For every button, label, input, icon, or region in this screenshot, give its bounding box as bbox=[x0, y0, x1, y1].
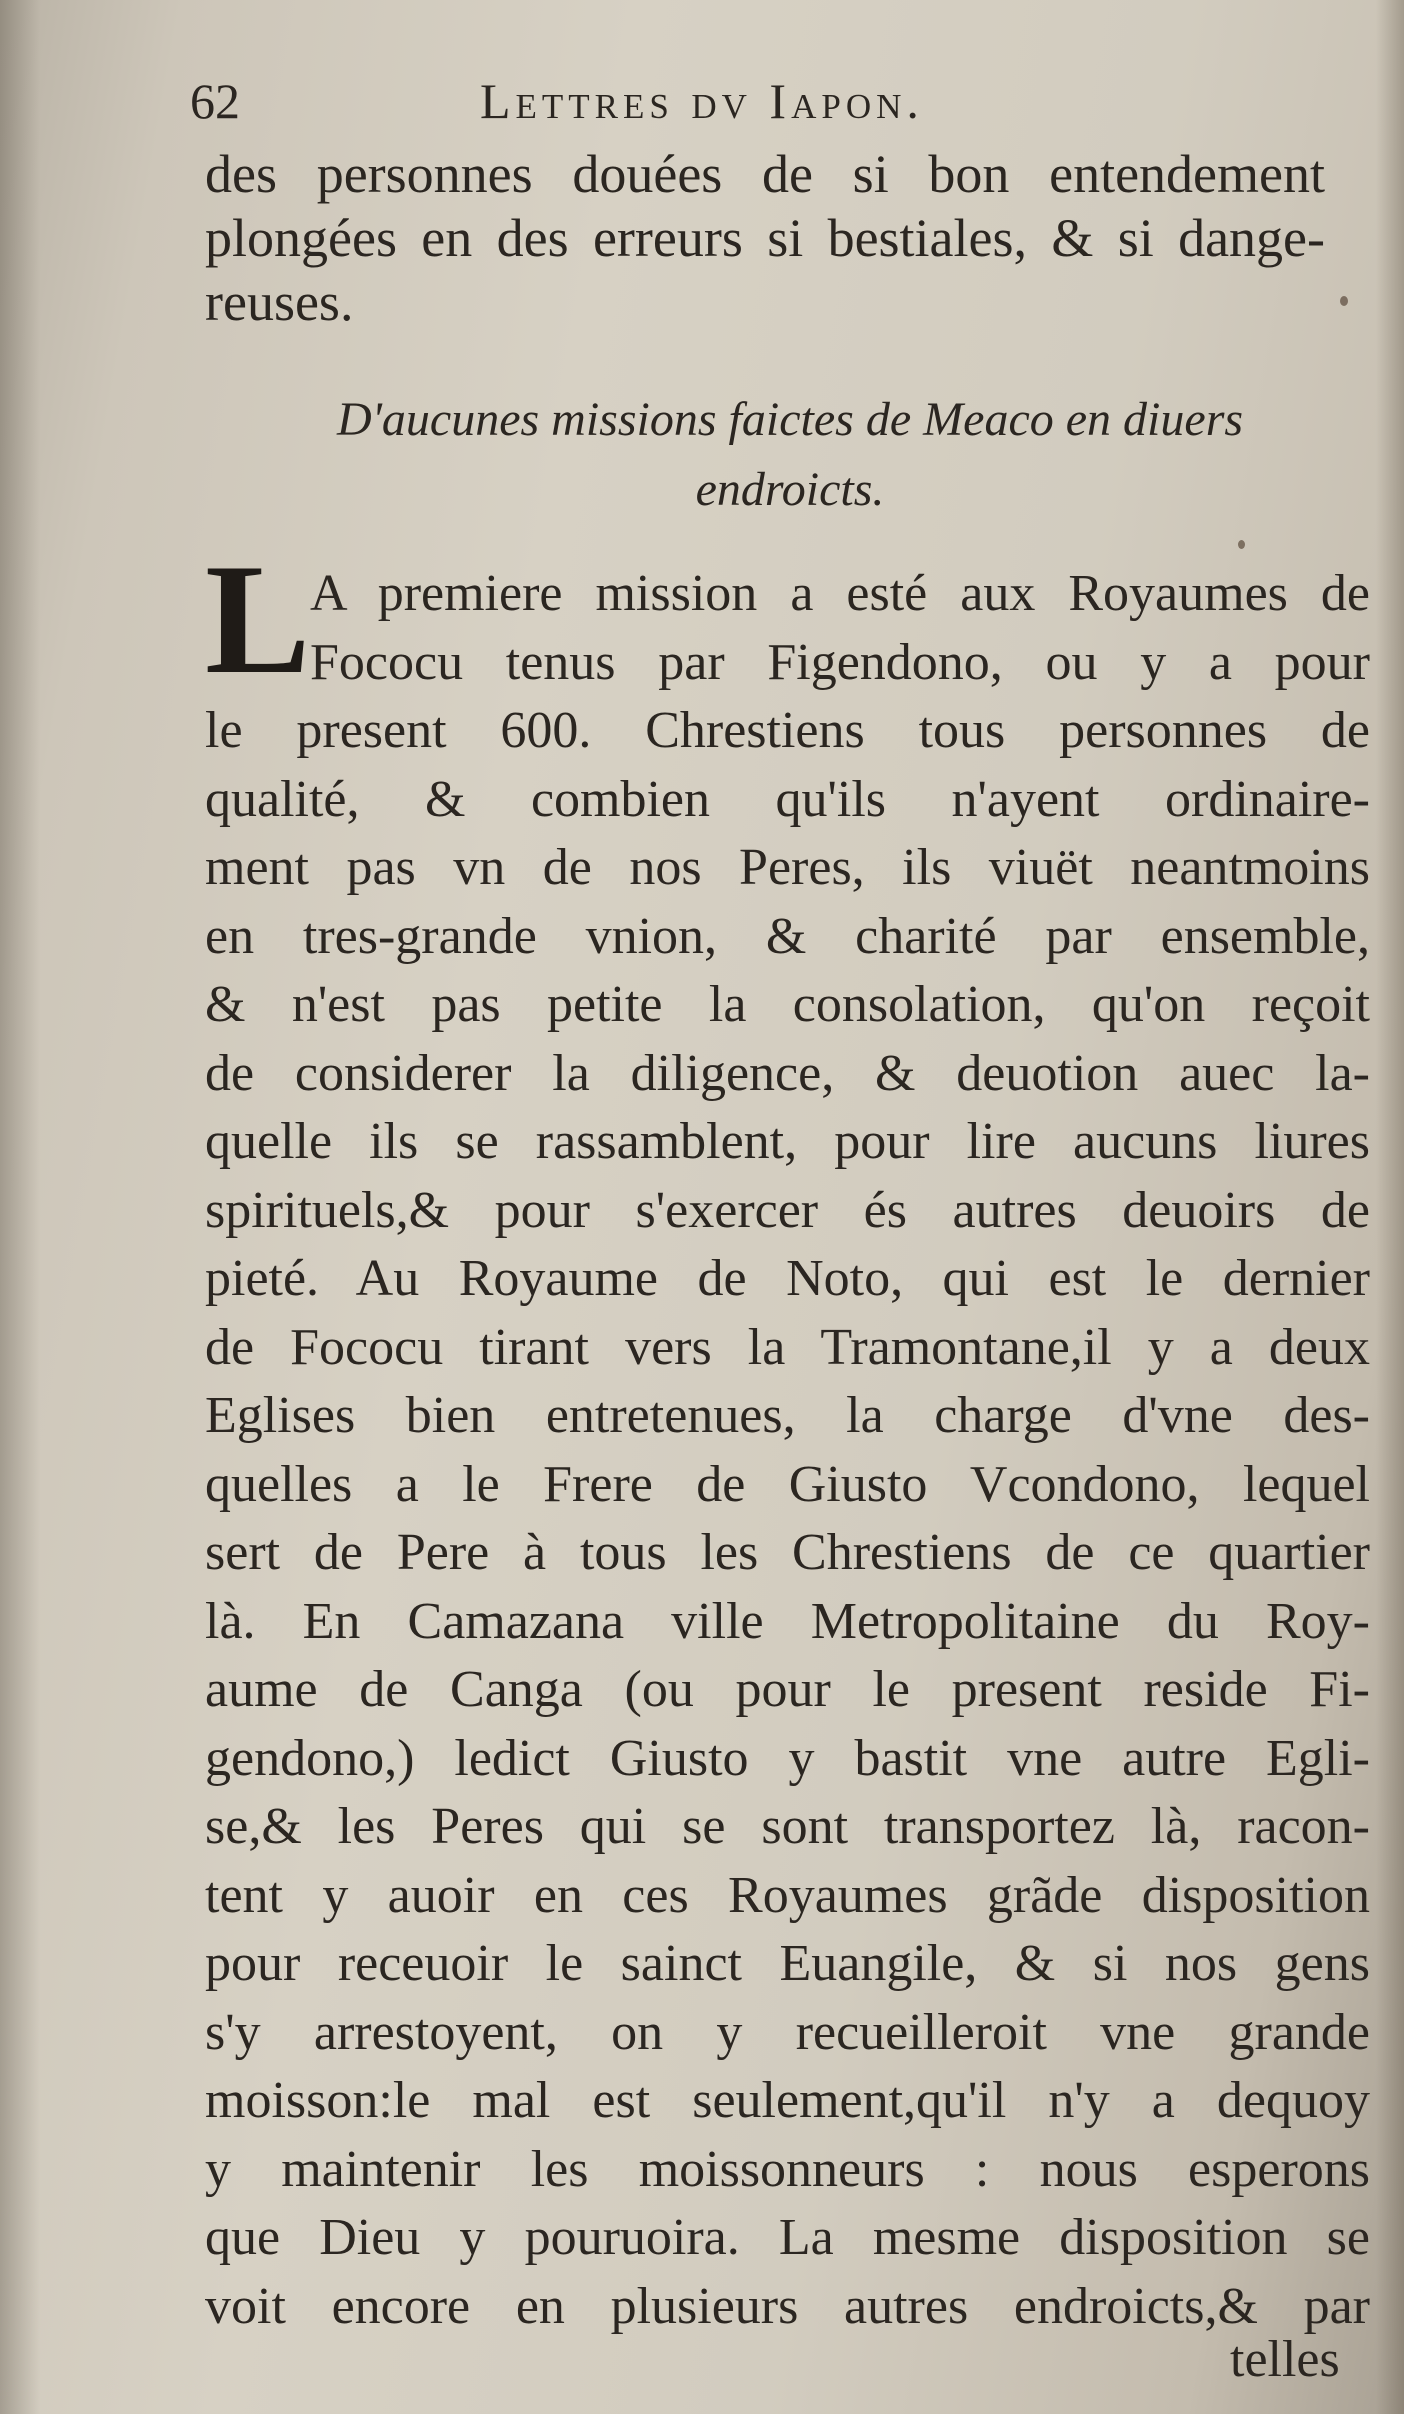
text-line: y maintenir les moissonneurs : nous esperons bbox=[205, 2140, 1370, 2198]
catchword: telles bbox=[1230, 2331, 1340, 2388]
text-line: moisson:le mal est seulement,qu'il n'y a dequoy bbox=[205, 2072, 1370, 2129]
text-line: aume de Canga (ou pour le present reside Fi- bbox=[205, 1661, 1370, 1718]
heading-line: D'aucunes missions faictes de Meaco en diuers bbox=[336, 393, 1244, 446]
text-line: tent y auoir en ces Royaumes grãde disposition bbox=[205, 1866, 1370, 1924]
text-line: gendono,) ledict Giusto y bastit vne autre Egli- bbox=[205, 1729, 1370, 1787]
text-line: des personnes douées de si bon entendement bbox=[205, 144, 1325, 204]
running-title: Lettres dv Iapon. bbox=[480, 73, 924, 129]
ink-spot bbox=[1340, 296, 1348, 306]
text-line: s'y arrestoyent, on y recueilleroit vne grande bbox=[205, 2003, 1370, 2061]
text-line: sert de Pere à tous les Chrestiens de ce quartier bbox=[205, 1524, 1370, 1581]
continued-paragraph bbox=[205, 142, 1325, 334]
text-line: que Dieu y pouruoira. La mesme disposition se bbox=[205, 2209, 1370, 2266]
drop-cap-initial: L bbox=[205, 532, 311, 707]
text-line: pour receuoir le sainct Euangile, & si nos gens bbox=[205, 1935, 1370, 1992]
page-edge-shadow bbox=[1376, 0, 1404, 2414]
text-line: se,& les Peres qui se sont transportez là, racon- bbox=[205, 1798, 1370, 1855]
page-number: 62 bbox=[190, 73, 240, 129]
text-line: de Fococu tirant vers la Tramontane,il y a deux bbox=[205, 1318, 1370, 1376]
gutter-shadow bbox=[0, 0, 40, 2414]
text-line: là. En Camazana ville Metropolitaine du Roy- bbox=[205, 1592, 1370, 1650]
text-line: ment pas vn de nos Peres, ils viuët neantmoins bbox=[205, 839, 1370, 896]
text-line: reuses. bbox=[205, 272, 354, 332]
text-line: Fococu tenus par Figendono, ou y a pour bbox=[310, 633, 1370, 691]
text-line: qualité, & combien qu'ils n'ayent ordinaire- bbox=[205, 770, 1370, 828]
text-line: quelle ils se rassamblent, pour lire aucuns liures bbox=[205, 1113, 1370, 1170]
heading-line: endroicts. bbox=[695, 463, 885, 516]
running-header bbox=[190, 72, 1300, 142]
text-line: voit encore en plusieurs autres endroicts,& par bbox=[205, 2277, 1370, 2335]
text-line: A premiere mission a esté aux Royaumes de bbox=[310, 565, 1370, 622]
text-line: le present 600. Chrestiens tous personnes de bbox=[205, 702, 1370, 759]
text-line: Eglises bien entretenues, la charge d'vne des- bbox=[205, 1387, 1370, 1444]
text-line: de considerer la diligence, & deuotion auec la- bbox=[205, 1044, 1370, 1102]
body-paragraph bbox=[205, 560, 1370, 2341]
text-line: & n'est pas petite la consolation, qu'on reçoit bbox=[205, 976, 1370, 1033]
text-line: plongées en des erreurs si bestiales, & si dange- bbox=[205, 208, 1325, 268]
text-line: pieté. Au Royaume de Noto, qui est le dernier bbox=[205, 1250, 1370, 1307]
text-line: spirituels,& pour s'exercer és autres deuoirs de bbox=[205, 1181, 1370, 1239]
section-heading bbox=[260, 385, 1320, 525]
text-line: quelles a le Frere de Giusto Vcondono, lequel bbox=[205, 1455, 1370, 1513]
text-line: en tres-grande vnion, & charité par ensemble, bbox=[205, 907, 1370, 965]
ink-spot bbox=[1238, 540, 1245, 549]
